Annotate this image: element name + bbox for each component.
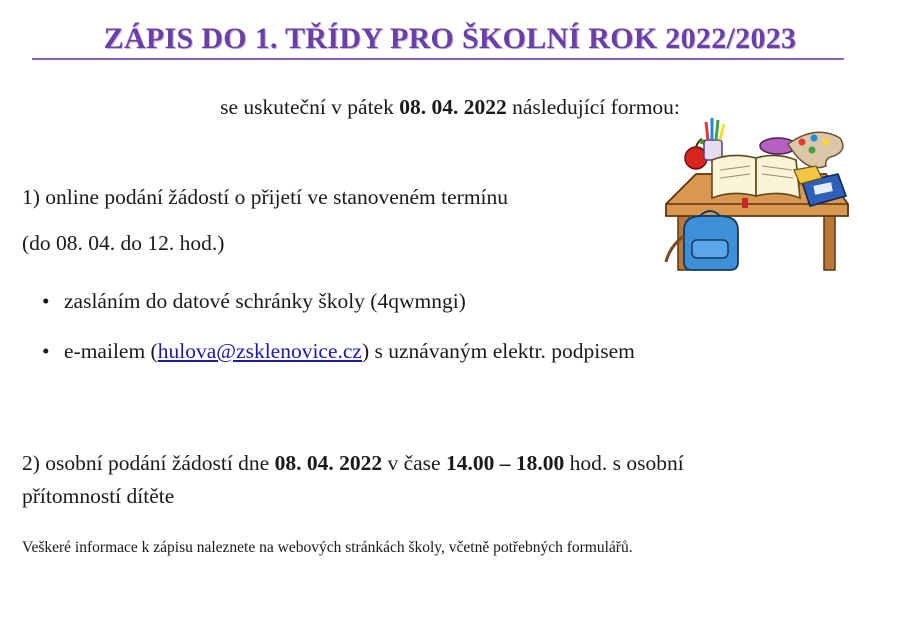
email-link[interactable]: hulova@zsklenovice.cz (157, 339, 362, 363)
title-underline (32, 58, 844, 60)
bullet-dot-icon: • (42, 339, 50, 363)
page-title: ZÁPIS DO 1. TŘÍDY PRO ŠKOLNÍ ROK 2022/2023 (103, 22, 797, 55)
option2-part3: hod. s osobní (564, 451, 684, 475)
bullet-item (42, 339, 635, 364)
option2-line1 (22, 451, 684, 476)
bullet-text: zasláním do datové schránky školy (4qwmngi) (64, 289, 466, 313)
option2-part1: 2) osobní podání žádostí dne (22, 451, 275, 475)
option2-line2: přítomností dítěte (22, 484, 175, 508)
intro-date: 08. 04. 2022 (399, 95, 507, 119)
option2-date: 08. 04. 2022 (274, 451, 383, 475)
bullet-item (42, 289, 466, 314)
option1-line2: (do 08. 04. do 12. hod.) (22, 231, 225, 255)
option2-time: 14.00 – 18.00 (445, 451, 565, 475)
bullet-text-after: ) s uznávaným elektr. podpisem (361, 339, 635, 363)
footer-note: Veškeré informace k zápisu naleznete na webových stránkách školy, včetně potřebných formulářů. (22, 539, 633, 556)
school-desk-illustration-icon (656, 112, 854, 274)
option2-part2: v čase (382, 451, 446, 475)
bullet-text-before: e-mailem ( (64, 339, 158, 363)
intro-after: následující formou: (506, 95, 680, 119)
bullet-dot-icon: • (42, 289, 50, 313)
intro-before: se uskuteční v pátek (220, 95, 400, 119)
option1-line1: 1) online podání žádostí o přijetí ve stanoveném termínu (22, 185, 509, 209)
